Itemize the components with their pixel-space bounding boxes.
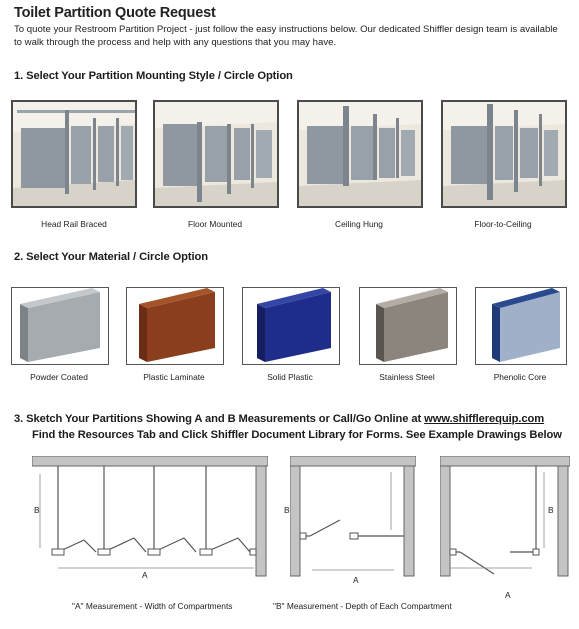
intro-text: To quote your Restroom Partition Project - just follow the easy instructions below. Our dedicated Shiffler design team is available to walk through the process and help with any questions that you may have. <box>14 24 558 48</box>
option-plastic-laminate[interactable] <box>126 287 224 365</box>
floor-to-ceiling-image <box>443 102 565 206</box>
option-solid-plastic[interactable] <box>242 287 340 365</box>
label-b-sketch2: B <box>284 505 290 515</box>
step3-subheading: Find the Resources Tab and Click Shiffler Document Library for Forms. See Example Drawings Below <box>32 429 562 441</box>
step3-heading <box>14 413 574 425</box>
head-rail-braced-image <box>13 102 135 206</box>
option-head-rail-braced[interactable] <box>11 100 137 208</box>
step1-heading: 1. Select Your Partition Mounting Style / Circle Option <box>14 70 293 82</box>
floor-mounted-image <box>155 102 277 206</box>
step2-heading: 2. Select Your Material / Circle Option <box>14 251 209 263</box>
label-floor-to-ceiling: Floor-to-Ceiling <box>474 219 532 229</box>
label-stainless-steel: Stainless Steel <box>379 372 435 382</box>
website-link[interactable]: www.shifflerequip.com <box>424 413 545 425</box>
option-ceiling-hung[interactable] <box>297 100 423 208</box>
option-phenolic-core[interactable] <box>475 287 567 365</box>
label-phenolic-core: Phenolic Core <box>493 372 547 382</box>
label-ceiling-hung: Ceiling Hung <box>335 219 383 229</box>
phenolic-core-swatch <box>476 288 566 364</box>
label-powder-coated: Powder Coated <box>30 372 88 382</box>
label-b-sketch1: B <box>34 505 40 515</box>
label-a-sketch1: A <box>142 570 148 580</box>
option-floor-to-ceiling[interactable] <box>441 100 567 208</box>
label-a-sketch2: A <box>353 575 359 585</box>
label-floor-mounted: Floor Mounted <box>188 219 242 229</box>
caption-b-measurement: "B" Measurement - Depth of Each Compartment <box>273 601 452 611</box>
caption-a-measurement: "A" Measurement - Width of Compartments <box>72 601 233 611</box>
option-floor-mounted[interactable] <box>153 100 279 208</box>
solid-plastic-swatch <box>243 288 339 364</box>
powder-coated-swatch <box>12 288 108 364</box>
ceiling-hung-image <box>299 102 421 206</box>
page-title: Toilet Partition Quote Request <box>14 5 216 21</box>
label-plastic-laminate: Plastic Laminate <box>143 372 205 382</box>
sketch-depth-example <box>290 456 416 582</box>
label-head-rail-braced: Head Rail Braced <box>41 219 107 229</box>
sketch-corner-example <box>440 456 570 582</box>
stainless-steel-swatch <box>360 288 456 364</box>
plastic-laminate-swatch <box>127 288 223 364</box>
label-a-sketch3: A <box>505 590 511 600</box>
step3-heading-text: 3. Sketch Your Partitions Showing A and B Measurements or Call/Go Online at <box>14 413 422 425</box>
option-stainless-steel[interactable] <box>359 287 457 365</box>
label-b-sketch3: B <box>548 505 554 515</box>
label-solid-plastic: Solid Plastic <box>267 372 313 382</box>
sketch-width-of-compartments <box>32 456 268 582</box>
option-powder-coated[interactable] <box>11 287 109 365</box>
